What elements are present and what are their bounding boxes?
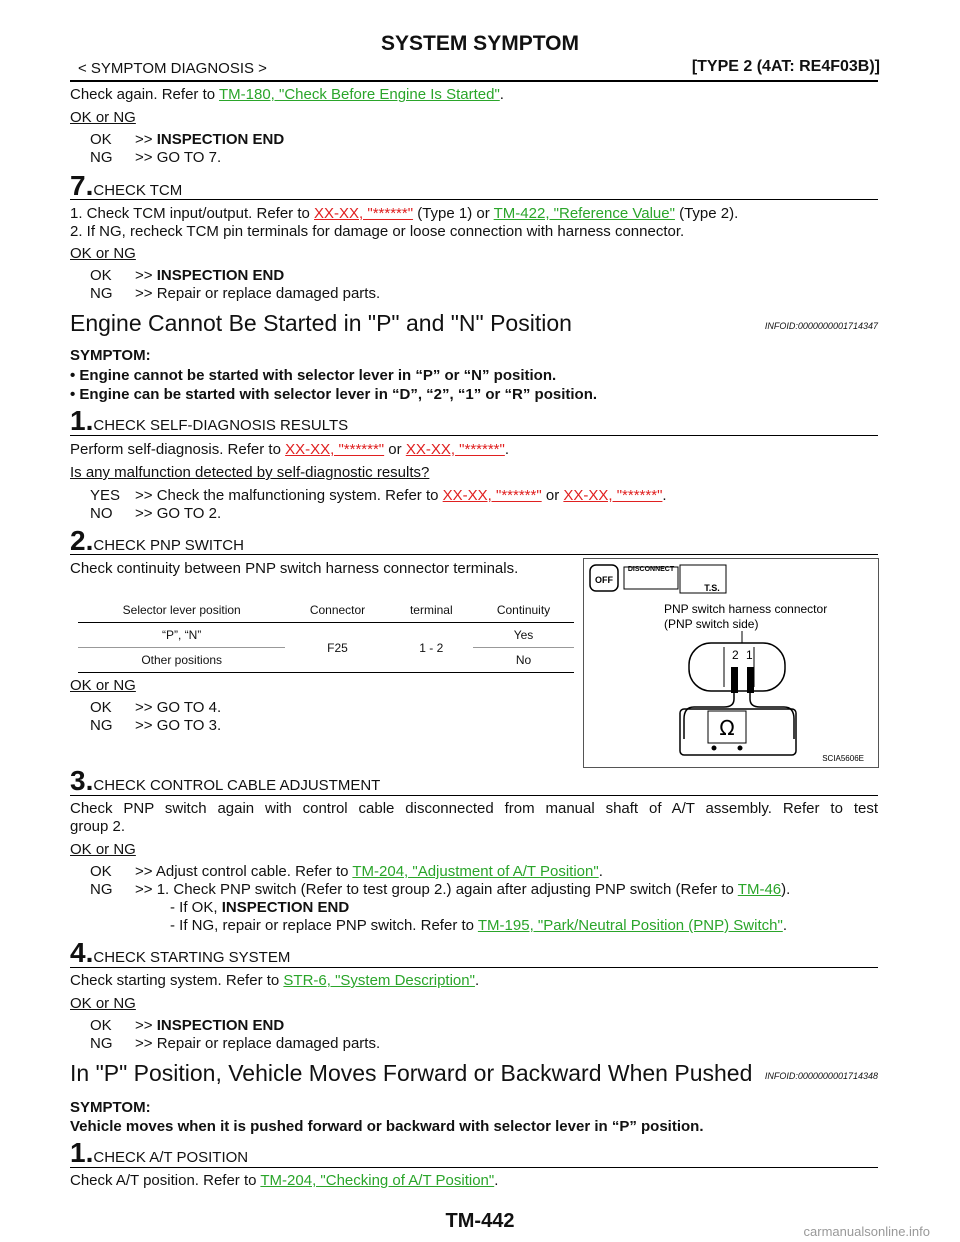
- step-4-heading: 4.CHECK STARTING SYSTEM: [70, 937, 291, 968]
- table-cell: No: [473, 648, 574, 673]
- result-ng: NG >> Repair or replace damaged parts.: [90, 285, 381, 302]
- step-1-heading: 1.CHECK SELF-DIAGNOSIS RESULTS: [70, 405, 349, 436]
- pin-2-label: 2: [732, 648, 739, 662]
- step7-line1: 1. Check TCM input/output. Refer to XX-XX, "******" (Type 1) or TM-422, "Reference Value" (Type 2).: [70, 205, 739, 222]
- if-ng-line: - If NG, repair or replace PNP switch. Refer to TM-195, "Park/Neutral Position (PNP) Switch".: [170, 917, 787, 934]
- step-1-heading: 1.CHECK A/T POSITION: [70, 1137, 249, 1168]
- header-rule: [70, 80, 878, 82]
- table-header-row: [78, 598, 574, 623]
- link-tm46[interactable]: TM-46: [737, 881, 782, 898]
- section-breadcrumb: < SYMPTOM DIAGNOSIS >: [78, 60, 267, 77]
- check-again-line: Check again. Refer to TM-180, "Check Before Engine Is Started".: [70, 86, 504, 103]
- s3-text2: group 2.: [70, 818, 126, 835]
- table-cell: Yes: [473, 623, 574, 648]
- table-header: Connector: [285, 598, 389, 623]
- divider: [70, 199, 878, 200]
- s2-text: Check continuity between PNP switch harness connector terminals.: [70, 560, 519, 577]
- okng-label: OK or NG: [70, 995, 136, 1012]
- result-ok: OK >> INSPECTION END: [90, 1017, 285, 1034]
- okng-label: OK or NG: [70, 677, 136, 694]
- step-7-heading: 7.CHECK TCM: [70, 170, 183, 201]
- step-3-heading: 3.CHECK CONTROL CABLE ADJUSTMENT: [70, 765, 381, 796]
- caption-line2: (PNP switch side): [664, 617, 759, 631]
- table-cell: 1 - 2: [390, 623, 473, 673]
- okng-label: OK or NG: [70, 841, 136, 858]
- divider: [70, 435, 878, 436]
- link-tm195[interactable]: TM-195, "Park/Neutral Position (PNP) Switch": [477, 917, 783, 934]
- divider: [70, 1167, 878, 1168]
- info-id: INFOID:0000000001714348: [764, 1071, 878, 1081]
- result-no: NO >> GO TO 2.: [90, 505, 222, 522]
- continuity-table: [78, 598, 574, 673]
- type-label: [TYPE 2 (4AT: RE4F03B)]: [691, 58, 880, 75]
- table-cell: F25: [285, 623, 389, 673]
- figure-code: SCIA5606E: [822, 754, 864, 763]
- s1-text: Perform self-diagnosis. Refer to XX-XX, "******" or XX-XX, "******".: [70, 441, 510, 458]
- result-ok: OK >> INSPECTION END: [90, 131, 285, 148]
- symptom-label: SYMPTOM:: [70, 347, 151, 364]
- link-tm204[interactable]: TM-204, "Checking of A/T Position": [260, 1172, 495, 1189]
- result-ng: NG >> 1. Check PNP switch (Refer to test group 2.) again after adjusting PNP switch (Refer to TM-46).: [90, 881, 791, 898]
- step7-line2: 2. If NG, recheck TCM pin terminals for damage or loose connection with harness connector.: [70, 223, 685, 240]
- result-ok: OK >> INSPECTION END: [90, 267, 285, 284]
- table-header: Selector lever position: [78, 598, 285, 623]
- link-xx[interactable]: XX-XX, "******": [285, 441, 385, 458]
- section-heading: In "P" Position, Vehicle Moves Forward or Backward When Pushed: [70, 1060, 753, 1086]
- link-tm422[interactable]: TM-422, "Reference Value": [493, 205, 675, 222]
- divider: [70, 967, 878, 968]
- table-header: terminal: [390, 598, 473, 623]
- table-cell: “P”, “N”: [78, 623, 285, 648]
- link-xx[interactable]: XX-XX, "******": [563, 487, 663, 504]
- table-row: [78, 623, 574, 648]
- result-yes: YES >> Check the malfunctioning system. Refer to XX-XX, "******" or XX-XX, "******".: [90, 487, 667, 504]
- link-tm180[interactable]: TM-180, "Check Before Engine Is Started": [218, 86, 500, 103]
- link-xx[interactable]: XX-XX, "******": [442, 487, 542, 504]
- ohm-icon: Ω: [719, 716, 735, 740]
- result-ok: OK >> GO TO 4.: [90, 699, 222, 716]
- result-ng: NG >> GO TO 3.: [90, 717, 222, 734]
- probe-left: [731, 667, 738, 693]
- okng-label: OK or NG: [70, 245, 136, 262]
- result-ok: OK >> Adjust control cable. Refer to TM-204, "Adjustment of A/T Position".: [90, 863, 603, 880]
- divider: [70, 795, 878, 796]
- section-heading: Engine Cannot Be Started in "P" and "N" Position: [70, 310, 572, 336]
- pin-1-label: 1: [746, 648, 753, 662]
- off-label: OFF: [595, 575, 613, 585]
- symptom-bullet: • Engine can be started with selector lever in “D”, “2”, “1” or “R” position.: [70, 386, 598, 403]
- link-xx[interactable]: XX-XX, "******": [405, 441, 505, 458]
- page-number: TM-442: [445, 1210, 515, 1232]
- s4-text: Check starting system. Refer to STR-6, "System Description".: [70, 972, 480, 989]
- table-header: Continuity: [473, 598, 574, 623]
- symptom-desc: Vehicle moves when it is pushed forward or backward with selector lever in “P” position.: [70, 1118, 704, 1135]
- result-ng: NG >> GO TO 7.: [90, 149, 222, 166]
- result-ng: NG >> Repair or replace damaged parts.: [90, 1035, 381, 1052]
- symptom-label: SYMPTOM:: [70, 1099, 151, 1116]
- info-id: INFOID:0000000001714347: [764, 321, 878, 331]
- link-str6[interactable]: STR-6, "System Description": [283, 972, 475, 989]
- caption-line1: PNP switch harness connector: [664, 602, 828, 616]
- ts-label: T.S.: [704, 583, 720, 593]
- divider: [70, 554, 878, 555]
- watermark: carmanualsonline.info: [803, 1224, 930, 1239]
- step-2-heading: 2.CHECK PNP SWITCH: [70, 525, 244, 556]
- pnp-connector-figure: [583, 558, 879, 768]
- link-tm204[interactable]: TM-204, "Adjustment of A/T Position": [352, 863, 599, 880]
- question: Is any malfunction detected by self-diagnostic results?: [70, 464, 430, 481]
- disconnect-label: DISCONNECT: [627, 566, 675, 573]
- okng-label: OK or NG: [70, 109, 136, 126]
- table-cell: Other positions: [78, 648, 285, 673]
- connector-diagram: [584, 559, 878, 767]
- symptom-bullet: • Engine cannot be started with selector lever in “P” or “N” position.: [70, 367, 557, 384]
- probe-right: [747, 667, 754, 693]
- link-xx[interactable]: XX-XX, "******": [314, 205, 414, 222]
- s5-text: Check A/T position. Refer to TM-204, "Checking of A/T Position".: [70, 1172, 499, 1189]
- s3-text1: Check PNP switch again with control cable disconnected from manual shaft of A/T assembly. Refer to test: [70, 800, 878, 817]
- if-ok-line: - If OK, INSPECTION END: [170, 899, 350, 916]
- page-title: SYSTEM SYMPTOM: [381, 32, 579, 55]
